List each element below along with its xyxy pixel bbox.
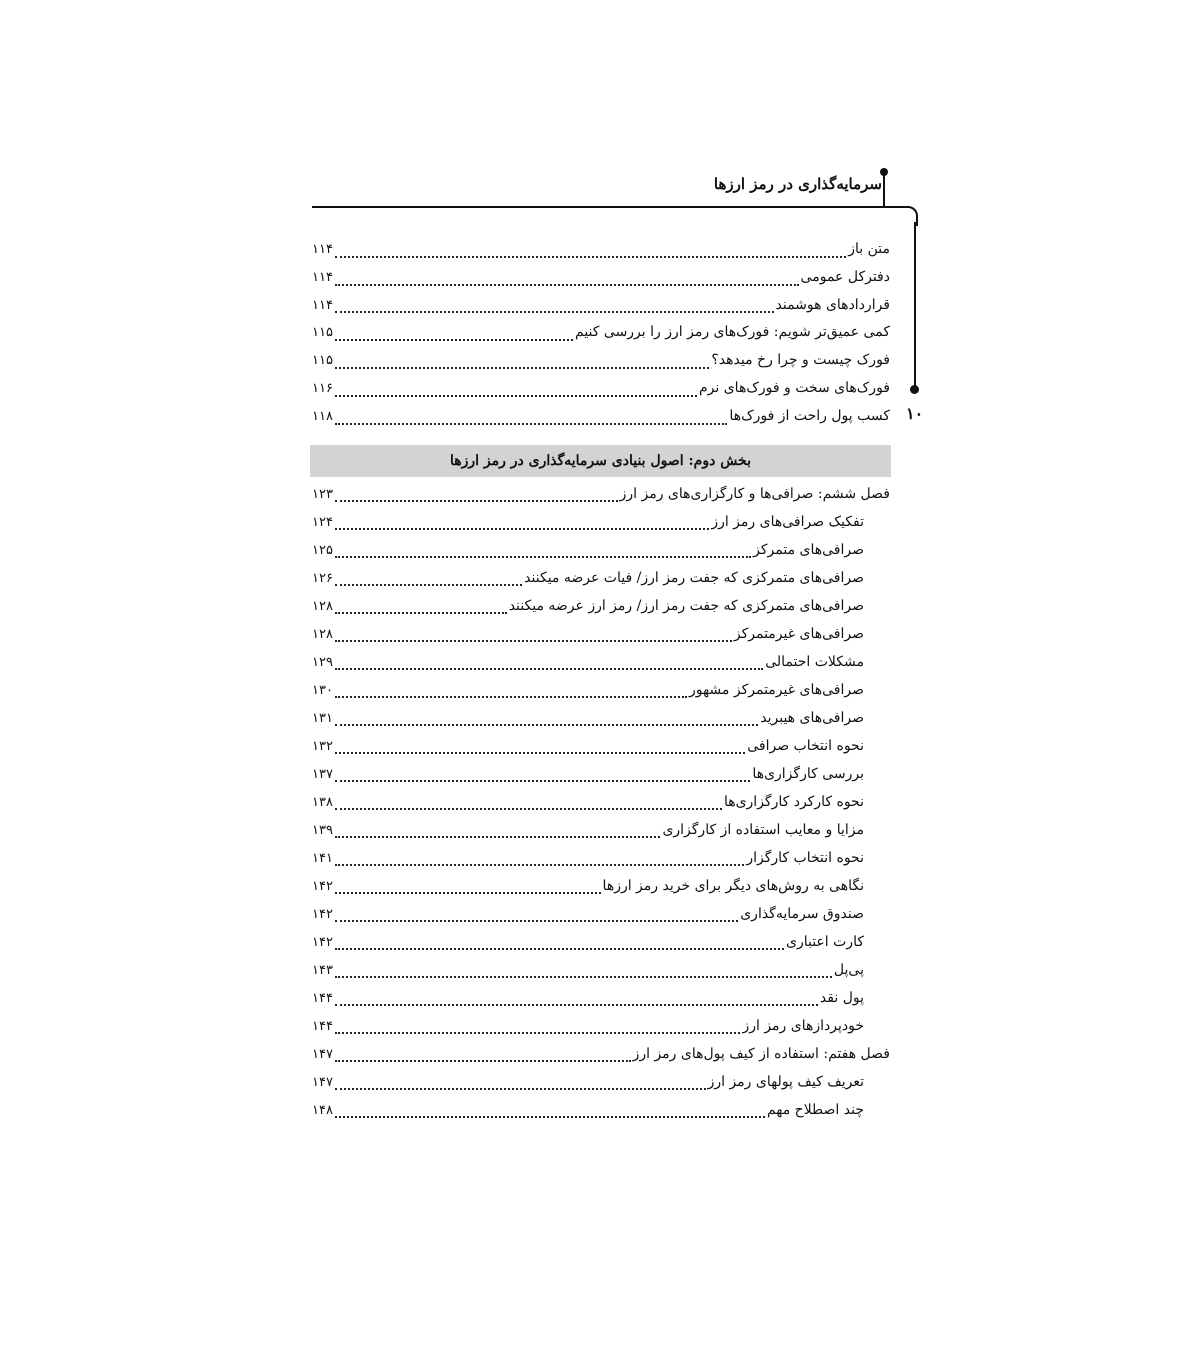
section-banner <box>310 445 891 477</box>
toc-entry-row <box>312 375 890 403</box>
toc-entry-page: ۱۴۳ <box>312 963 333 978</box>
toc-entry-page: ۱۱۴ <box>312 297 333 313</box>
toc-dot-leader <box>335 1059 631 1062</box>
toc-entry-row <box>312 592 890 620</box>
toc-entry-title: فورک‌های سخت و فورک‌های نرم <box>698 379 890 396</box>
header-rule <box>312 206 910 208</box>
running-header-title: سرمایه‌گذاری در رمز ارزها <box>713 175 882 193</box>
toc-entry-page: ۱۳۸ <box>312 795 333 810</box>
toc-dot-leader <box>335 695 687 698</box>
toc-entry-title: خودپردازهای رمز ارز <box>742 1018 864 1034</box>
toc-dot-leader <box>335 310 774 313</box>
toc-entry-row <box>312 816 890 844</box>
toc-entry-page: ۱۲۴ <box>312 515 333 530</box>
toc-entry-row <box>312 732 890 760</box>
side-ornament-dot <box>910 385 919 394</box>
toc-entry-page: ۱۴۲ <box>312 935 333 950</box>
toc-entry-page: ۱۲۸ <box>312 599 333 614</box>
toc-entry-page: ۱۲۹ <box>312 655 333 670</box>
toc-entry-title: پی‌پل <box>833 962 864 978</box>
toc-dot-leader <box>335 422 727 425</box>
toc-entry-page: ۱۴۴ <box>312 1019 333 1034</box>
toc-entry-page: ۱۴۲ <box>312 907 333 922</box>
toc-entry-page: ۱۳۱ <box>312 711 333 726</box>
toc-entry-row <box>312 319 890 347</box>
toc-entry-page: ۱۳۹ <box>312 823 333 838</box>
toc-entry-title: مشکلات احتمالی <box>765 654 864 670</box>
toc-dot-leader <box>335 891 601 894</box>
toc-dot-leader <box>335 338 573 341</box>
toc-entry-page: ۱۴۸ <box>312 1103 333 1118</box>
toc-entry-row <box>312 536 890 564</box>
toc-entry-page: ۱۲۳ <box>312 487 333 502</box>
toc-entry-title: چند اصطلاح مهم <box>766 1102 864 1118</box>
toc-list-continued <box>312 236 890 431</box>
toc-dot-leader <box>335 667 763 670</box>
toc-entry-title: متن باز <box>848 241 890 257</box>
header-ornament-line <box>883 173 885 207</box>
toc-entry-page: ۱۳۷ <box>312 767 333 782</box>
toc-entry-row <box>312 508 890 536</box>
toc-dot-leader <box>335 283 799 286</box>
toc-entry-row <box>312 1012 890 1040</box>
toc-entry-page: ۱۱۵ <box>312 353 333 369</box>
toc-entry-title: قراردادهای هوشمند <box>775 296 890 313</box>
toc-entry-row <box>312 620 890 648</box>
toc-entry-title: تعریف کیف پولهای رمز ارز <box>707 1074 864 1090</box>
toc-chapter-row <box>312 1040 890 1068</box>
toc-entry-row <box>312 676 890 704</box>
toc-entry-page: ۱۲۶ <box>312 571 333 586</box>
toc-entry-page: ۱۴۷ <box>312 1047 333 1062</box>
toc-entry-title: کارت اعتباری <box>786 934 864 950</box>
toc-entry-row <box>312 564 890 592</box>
side-ornament-line <box>914 222 916 388</box>
toc-dot-leader <box>335 807 722 810</box>
toc-dot-leader <box>335 1003 818 1006</box>
toc-entry-row <box>312 403 890 431</box>
toc-entry-row <box>312 844 890 872</box>
toc-entry-row <box>312 788 890 816</box>
toc-entry-row <box>312 760 890 788</box>
toc-entry-page: ۱۴۴ <box>312 991 333 1006</box>
toc-dot-leader <box>335 1031 741 1034</box>
toc-entry-title: بررسی کارگزاری‌ها <box>752 766 864 782</box>
toc-entry-title: دفترکل عمومی <box>800 268 890 285</box>
toc-entry-row <box>312 704 890 732</box>
toc-entry-title: صرافی‌های غیرمتمرکز <box>733 626 864 642</box>
toc-dot-leader <box>335 555 751 558</box>
toc-dot-leader <box>335 611 507 614</box>
toc-dot-leader <box>335 947 784 950</box>
toc-dot-leader <box>335 583 522 586</box>
toc-entry-row <box>312 648 890 676</box>
toc-dot-leader <box>335 527 709 530</box>
toc-entry-page: ۱۴۷ <box>312 1075 333 1090</box>
toc-entry-title: نحوه انتخاب کارگزار <box>746 850 864 866</box>
toc-chapter-row <box>312 480 890 508</box>
toc-entry-row <box>312 292 890 320</box>
toc-entry-row <box>312 347 890 375</box>
toc-dot-leader <box>335 835 660 838</box>
toc-entry-title: فصل هفتم: استفاده از کیف پول‌های رمز ارز <box>632 1046 890 1062</box>
toc-entry-page: ۱۳۲ <box>312 739 333 754</box>
toc-dot-leader <box>335 919 738 922</box>
toc-entry-row <box>312 236 890 264</box>
toc-entry-row <box>312 956 890 984</box>
toc-dot-leader <box>335 639 732 642</box>
toc-entry-page: ۱۱۶ <box>312 380 333 396</box>
toc-entry-title: نگاهی به روش‌های دیگر برای خرید رمز ارزها <box>602 878 864 894</box>
toc-entry-page: ۱۱۸ <box>312 408 333 424</box>
toc-entry-title: صندوق سرمایه‌گذاری <box>740 906 864 922</box>
toc-dot-leader <box>335 255 846 258</box>
toc-dot-leader <box>335 779 750 782</box>
toc-entry-title: مزایا و معایب استفاده از کارگزاری <box>662 822 864 838</box>
toc-dot-leader <box>335 723 758 726</box>
toc-dot-leader <box>335 751 745 754</box>
toc-entry-row <box>312 928 890 956</box>
toc-entry-title: کمی عمیق‌تر شویم: فورک‌های رمز ارز را بررسی کنیم <box>575 324 890 341</box>
toc-dot-leader <box>335 1115 765 1118</box>
toc-entry-page: ۱۱۵ <box>312 325 333 341</box>
toc-entry-page: ۱۱۴ <box>312 269 333 285</box>
toc-dot-leader <box>335 394 697 397</box>
toc-entry-title: صرافی‌های متمرکزی که جفت رمز ارز/ فیات عرضه میکنند <box>524 570 864 586</box>
toc-entry-page: ۱۳۰ <box>312 683 333 698</box>
section-label: بخش دوم: <box>688 453 751 469</box>
toc-entry-title: صرافی‌های هیبرید <box>760 710 864 726</box>
toc-entry-title: فصل ششم: صرافی‌ها و کارگزاری‌های رمز ارز <box>619 486 890 502</box>
toc-entry-title: نحوه انتخاب صرافی <box>747 738 864 754</box>
section-title: اصول بنیادی سرمایه‌گذاری در رمز ارزها <box>449 453 684 469</box>
toc-dot-leader <box>335 975 832 978</box>
toc-entry-row <box>312 900 890 928</box>
toc-dot-leader <box>335 366 709 369</box>
toc-entry-title: پول نقد <box>819 990 864 1006</box>
toc-entry-page: ۱۲۵ <box>312 543 333 558</box>
toc-entry-page: ۱۱۴ <box>312 242 333 257</box>
toc-entry-title: نحوه کارکرد کارگزاری‌ها <box>723 794 864 810</box>
toc-entry-page: ۱۴۲ <box>312 879 333 894</box>
toc-entry-title: صرافی‌های متمرکز <box>753 542 864 558</box>
toc-entry-title: تفکیک صرافی‌های رمز ارز <box>711 514 864 530</box>
toc-dot-leader <box>335 863 744 866</box>
toc-entry-title: کسب پول راحت از فورک‌ها <box>729 407 890 424</box>
toc-entry-row <box>312 872 890 900</box>
toc-entry-title: صرافی‌های متمرکزی که جفت رمز ارز/ رمز ارز عرضه میکنند <box>508 598 864 614</box>
toc-entry-row <box>312 264 890 292</box>
toc-entry-page: ۱۴۱ <box>312 851 333 866</box>
toc-entry-row <box>312 1068 890 1096</box>
toc-dot-leader <box>335 499 618 502</box>
toc-entry-row <box>312 1096 890 1124</box>
toc-dot-leader <box>335 1087 706 1090</box>
toc-entry-title: فورک چیست و چرا رخ میدهد؟ <box>711 352 890 369</box>
toc-entry-title: صرافی‌های غیرمتمرکز مشهور <box>688 682 864 698</box>
page-number: ۱۰ <box>906 404 924 423</box>
toc-entry-row <box>312 984 890 1012</box>
toc-entry-page: ۱۲۸ <box>312 627 333 642</box>
toc-list-part-two <box>312 480 890 1124</box>
